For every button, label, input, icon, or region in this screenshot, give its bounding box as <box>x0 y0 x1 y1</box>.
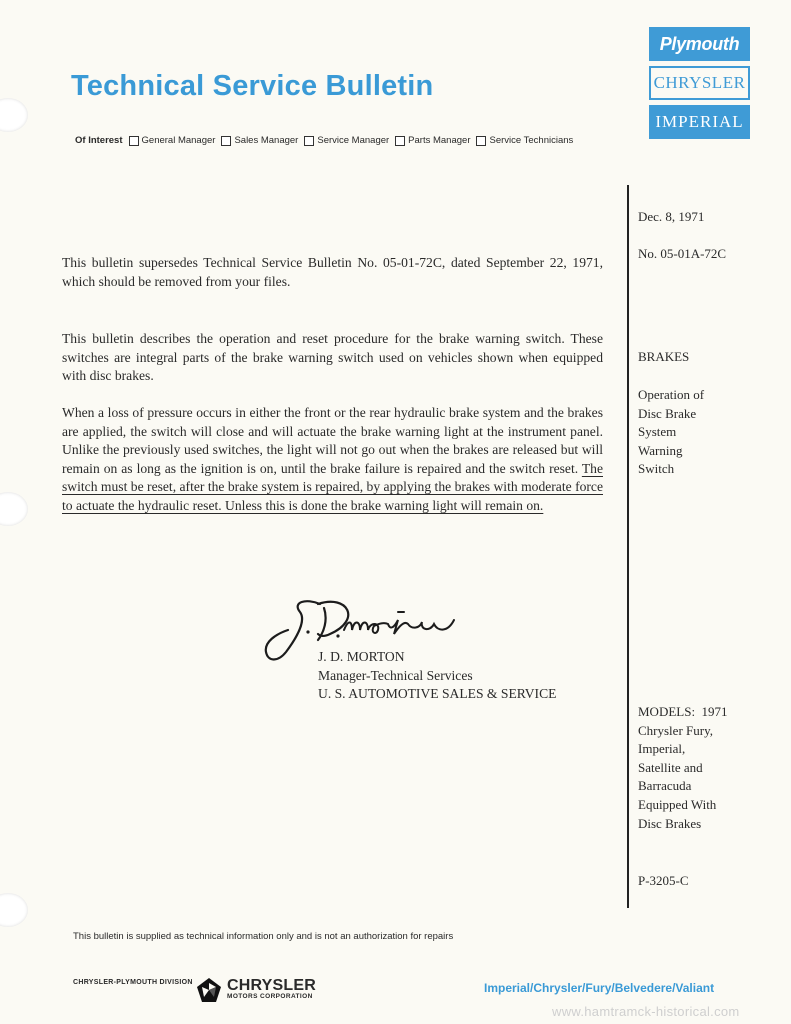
division-name: CHRYSLER-PLYMOUTH DIVISION <box>73 979 193 986</box>
disclaimer: This bulletin is supplied as technical information only and is not an authorization for repairs <box>73 931 454 942</box>
bulletin-number: No. 05-01A-72C <box>638 246 727 261</box>
of-interest-parts-manager[interactable] <box>395 135 470 146</box>
of-interest-service-manager[interactable] <box>304 135 389 146</box>
topic-line: Operation of <box>638 387 705 402</box>
of-interest-service-technicians[interactable] <box>476 135 573 146</box>
checkbox-label: Parts Manager <box>408 135 471 146</box>
checkbox[interactable] <box>395 136 405 146</box>
supersedes-paragraph: This bulletin supersedes Technical Service Bulletin No. 05-01-72C, dated September 22, 1971, which should be removed from your files. <box>62 255 603 289</box>
corp-subtitle: MOTORS CORPORATION <box>227 993 313 1000</box>
bulletin-title: Technical Service Bulletin <box>71 70 434 102</box>
checkbox-label: General Manager <box>141 135 216 146</box>
models-line: MODELS: 1971 <box>638 704 728 719</box>
models-line: Barracuda <box>638 778 692 794</box>
of-interest-general-manager[interactable] <box>129 135 216 146</box>
signer-name: J. D. MORTON <box>318 649 405 664</box>
models-line: Imperial, <box>638 741 686 757</box>
watermark: www.hamtramck-historical.com <box>552 1004 740 1019</box>
applicable-models <box>638 703 728 833</box>
of-interest-row <box>75 135 579 146</box>
checkbox[interactable] <box>476 136 486 146</box>
pentastar-icon <box>196 977 222 1003</box>
of-interest-sales-manager[interactable] <box>221 135 298 146</box>
models-line: Equipped With <box>638 796 717 812</box>
reset-instruction-underlined: The switch must be reset, after the brake system is repaired, by applying the brakes with moderate force to actuate the hydraulic reset. Unless this is done the brake warning light will remain on. <box>62 460 603 513</box>
form-code: P-3205-C <box>638 873 689 888</box>
models-line: Chrysler Fury, <box>638 722 713 738</box>
side-column-divider <box>627 185 629 908</box>
chrysler-corporation-logo <box>227 978 316 1001</box>
topic-line: Warning <box>638 442 683 458</box>
chrysler-logo: CHRYSLER <box>649 66 750 100</box>
topic-line: Switch <box>638 461 675 477</box>
signature-block <box>318 648 556 704</box>
brand-logo-block <box>649 27 750 139</box>
checkbox-label: Sales Manager <box>234 135 299 146</box>
procedure-text: When a loss of pressure occurs in either the front or the rear hydraulic brake system and the brakes are applied, the switch will close and will actuate the brake warning light at the instrument panel. Unlike the previously used switches, the light will not go out when the brakes are released but will remain on as long as the ignition is on, until the brake failure is repaired and the switch reset. <box>62 405 603 476</box>
checkbox[interactable] <box>221 136 231 146</box>
plymouth-logo: Plymouth <box>649 27 750 61</box>
models-line: Satellite and <box>638 759 703 775</box>
signer-organization: U. S. AUTOMOTIVE SALES & SERVICE <box>318 686 557 702</box>
topic-line: Disc Brake <box>638 405 697 421</box>
topic-line: System <box>638 424 677 440</box>
bulletin-date: Dec. 8, 1971 <box>638 209 705 224</box>
checkbox[interactable] <box>304 136 314 146</box>
punch-hole <box>0 492 28 526</box>
product-lines: Imperial/Chrysler/Fury/Belvedere/Valiant <box>484 981 715 995</box>
of-interest-label: Of Interest <box>75 135 123 146</box>
procedure-paragraph <box>62 404 603 516</box>
signer-title: Manager-Technical Services <box>318 667 473 683</box>
punch-hole <box>0 893 28 927</box>
checkbox-label: Service Manager <box>317 135 390 146</box>
bulletin-topic <box>638 386 704 479</box>
corp-name: CHRYSLER <box>227 977 317 994</box>
punch-hole <box>0 98 28 132</box>
bulletin-subject: BRAKES <box>638 349 690 364</box>
description-paragraph: This bulletin describes the operation and reset procedure for the brake warning switch. These switches are integral parts of the brake warning switch used on vehicles shown when equipped with disc brakes. <box>62 331 603 384</box>
checkbox[interactable] <box>129 136 139 146</box>
checkbox-label: Service Technicians <box>489 135 574 146</box>
imperial-logo: IMPERIAL <box>649 105 750 139</box>
models-line: Disc Brakes <box>638 815 702 831</box>
